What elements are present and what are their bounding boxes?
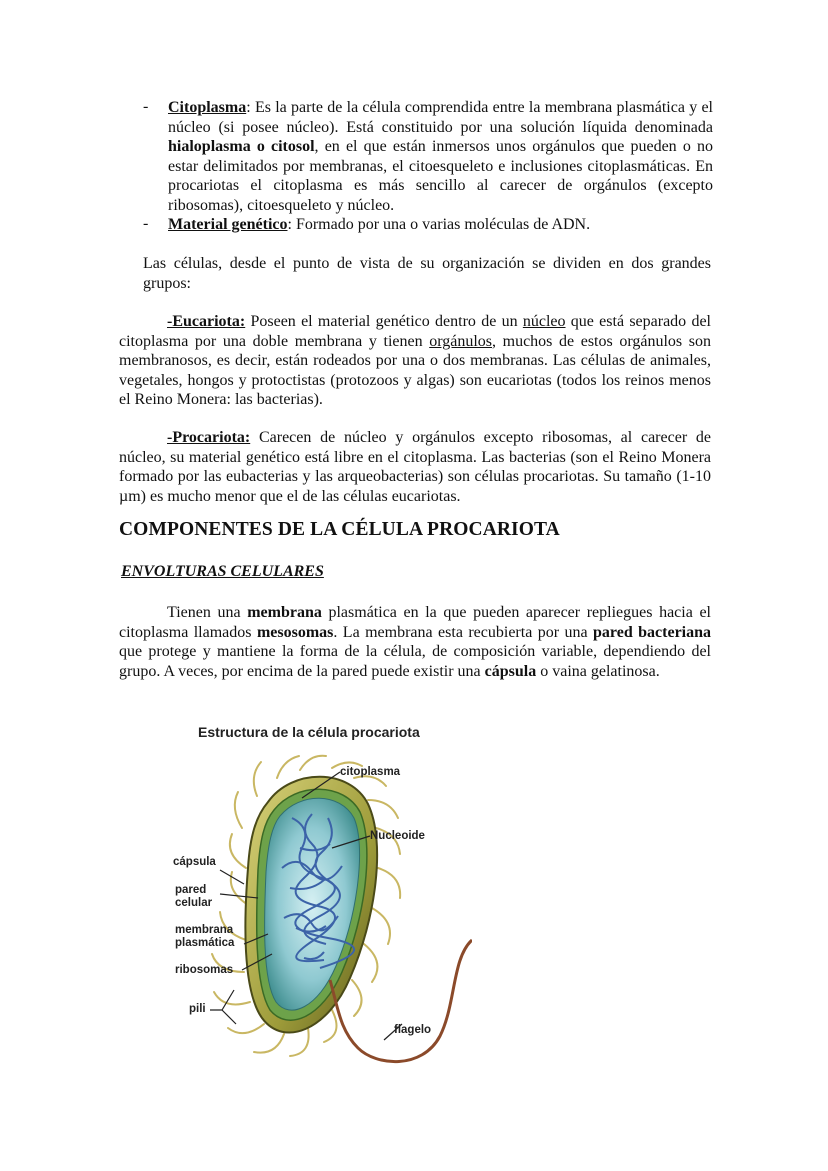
term-procariota: -Procariota: <box>167 429 251 446</box>
bold-pared-bacteriana: pared bacteriana <box>593 623 712 641</box>
label-pared-line1: pared <box>175 884 207 896</box>
text-span: : Es la parte de la célula comprendida entre la membrana plasmática y el núcleo (si posee núcleo). Está constituido por una solución líquida denominada <box>168 99 713 136</box>
section-heading: COMPONENTES DE LA CÉLULA PROCARIOTA <box>119 519 560 540</box>
underlined-nucleo: núcleo <box>522 313 566 330</box>
text-span: que está separado del citoplasma por una doble membrana y tienen <box>119 313 711 350</box>
bullet-dash: - <box>143 215 149 232</box>
figure-title: Estructura de la célula procariota <box>198 724 420 740</box>
bold-mesosomas: mesosomas <box>256 623 334 641</box>
label-membrana <box>175 924 234 950</box>
bullet-text <box>168 215 713 235</box>
cell-diagram-figure <box>172 718 472 1076</box>
text-span: que protege y mantiene la forma de la célula, de composición variable, dependiendo del grupo. A veces, por encima de la pared puede existir una <box>119 643 711 680</box>
procariota-paragraph <box>119 428 711 506</box>
bold-membrana: membrana <box>247 604 322 621</box>
label-pared-line2: celular <box>175 897 213 909</box>
text-span: , en el que están inmersos unos orgánulos que pueden o no estar delimitados por membranas, el citoesqueleto e inclusiones citoplasmáticas. En procariotas el citoplasma es más sencillo al carecer de orgánulos (excepto ribosomas), citoesqueleto y núcleo. <box>168 138 713 214</box>
bullet-material-genetico <box>143 215 713 235</box>
subsection-heading: ENVOLTURAS CELULARES <box>121 563 324 580</box>
intro-paragraph: Las células, desde el punto de vista de su organización se dividen en dos grandes grupos: <box>143 255 711 292</box>
text-span: Tienen una <box>167 604 248 621</box>
envolturas-paragraph <box>119 603 711 681</box>
underlined-organulos: orgánulos <box>429 332 493 350</box>
text-span: Carecen de núcleo y orgánulos excepto ribosomas, al carecer de núcleo, su material genético está libre en el citoplasma. Las bacterias (son el Reino Monera formado por las eubacterias y las arqueobacterias) son células procariotas. Su tamaño (1-10 µm) es mucho menor que el de las células eucariotas. <box>119 429 711 505</box>
bullet-dash: - <box>143 98 149 115</box>
term-material-genetico: Material genético <box>168 216 288 233</box>
label-pili: pili <box>189 1003 206 1015</box>
label-pared <box>175 884 212 910</box>
label-nucleoide: Nucleoide <box>370 830 425 842</box>
term-citoplasma: Citoplasma <box>168 99 247 116</box>
text-span: , muchos de estos orgánulos son membranosos, es decir, están rodeados por una o dos membranas. Las células de animales, vegetales, hongos y protoctistas (protozoos y algas) son eucariotas (todos los reinos menos el Reino Monera: las bacterias). <box>119 332 711 409</box>
bold-capsula: cápsula <box>484 662 537 680</box>
text-span: : Formado por una o varias moléculas de ADN. <box>287 216 591 233</box>
bullet-text <box>168 98 713 216</box>
eucariota-paragraph <box>119 312 711 410</box>
label-citoplasma: citoplasma <box>340 766 401 778</box>
bullet-citoplasma <box>143 98 713 216</box>
label-membrana-line2: plasmática <box>175 937 235 949</box>
text-span: plasmática en la que pueden aparecer repliegues hacia el citoplasma llamados <box>119 604 711 641</box>
prokaryotic-cell-illustration <box>172 718 472 1076</box>
label-membrana-line1: membrana <box>175 924 234 936</box>
text-span: Poseen el material genético dentro de un <box>245 313 523 330</box>
term-eucariota: -Eucariota: <box>167 313 246 330</box>
label-ribosomas: ribosomas <box>175 964 234 976</box>
label-flagelo: flagelo <box>394 1024 432 1036</box>
term-hialoplasma: hialoplasma o citosol <box>168 138 315 156</box>
label-capsula: cápsula <box>173 856 216 868</box>
text-span: . La membrana esta recubierta por una <box>333 623 593 641</box>
text-span: o vaina gelatinosa. <box>536 662 660 680</box>
